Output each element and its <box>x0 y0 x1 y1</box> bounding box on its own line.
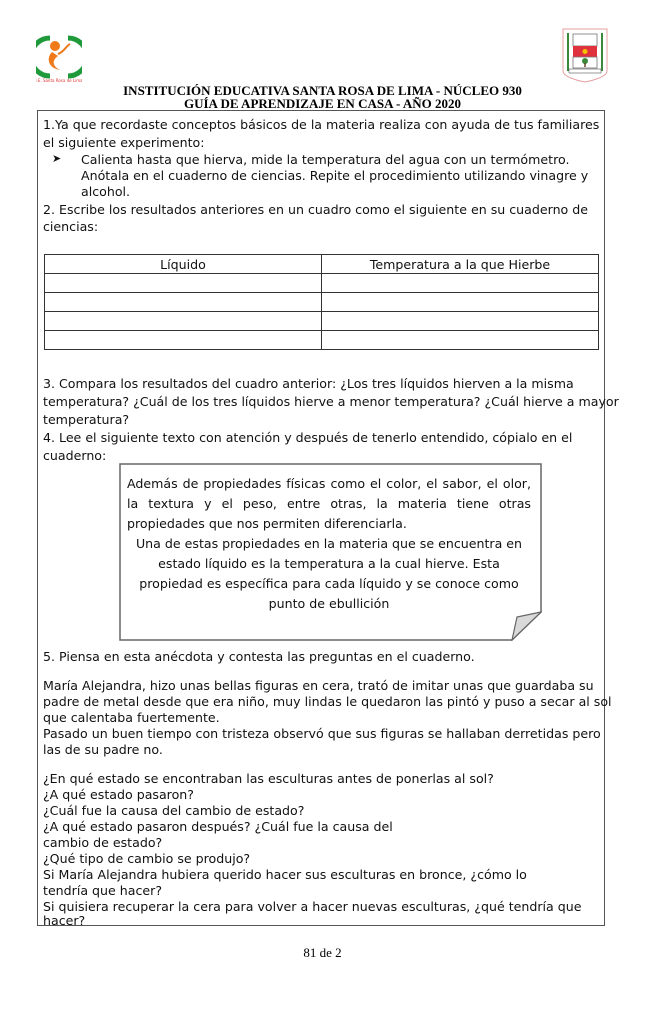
table-cell <box>322 293 599 312</box>
note-paragraph-2: Una de estas propiedades en la materia que se encuentra en estado líquido es la temperatura a la cual hierve. Esta propiedad es específica para cada líquido y se conoce como punto de ebullición <box>135 536 523 611</box>
question-item: ¿En qué estado se encontraban las esculturas antes de ponerlas al sol? <box>43 771 494 786</box>
question-4-line-2: cuaderno: <box>43 448 107 463</box>
bullet-line-3: alcohol. <box>81 184 131 199</box>
question-item: tendría que hacer? <box>43 883 163 898</box>
table-cell <box>45 312 322 331</box>
guide-title: GUÍA DE APRENDIZAJE EN CASA - AÑO 2020 <box>183 96 461 111</box>
question-2-line-1: 2. Escribe los resultados anteriores en un cuadro como el siguiente en su cuaderno de <box>43 202 589 217</box>
table-row <box>45 312 599 331</box>
table-cell <box>45 293 322 312</box>
question-item: ¿A qué estado pasaron? <box>43 787 194 802</box>
question-2-line-2: ciencias: <box>43 219 99 234</box>
question-3-line-1: 3. Compara los resultados del cuadro anterior: ¿Los tres líquidos hierven a la misma <box>43 376 574 391</box>
story-line-5: las de su padre no. <box>43 742 163 757</box>
question-item: ¿Qué tipo de cambio se produjo? <box>43 851 251 866</box>
school-logo-icon <box>36 32 82 84</box>
column-header-liquid: Líquido <box>45 255 322 274</box>
svg-text:I.E. Santa Rosa de Lima: I.E. Santa Rosa de Lima <box>36 78 82 83</box>
question-5: 5. Piensa en esta anécdota y contesta las preguntas en el cuaderno. <box>43 649 475 664</box>
note-paragraph-1: Además de propiedades físicas como el color, el sabor, el olor, la textura y el peso, entre otras, la materia tiene otras propiedades que nos permiten diferenciarla. <box>127 476 531 531</box>
question-1-line-1: 1.Ya que recordaste conceptos básicos de la materia realiza con ayuda de tus familiares <box>43 117 600 132</box>
arrow-bullet-icon: ➤ <box>52 152 62 165</box>
table-cell <box>322 274 599 293</box>
bullet-line-1: Calienta hasta que hierva, mide la temperatura del agua con un termómetro. <box>81 152 570 167</box>
table-header-row <box>45 255 599 274</box>
question-item: Si María Alejandra hubiera querido hacer sus esculturas en bronce, ¿cómo lo <box>43 867 527 882</box>
question-4-line-1: 4. Lee el siguiente texto con atención y después de tenerlo entendido, cópialo en el <box>43 430 573 445</box>
bullet-line-2: Anótala en el cuaderno de ciencias. Repite el procedimiento utilizando vinagre y <box>81 168 589 183</box>
institution-title: INSTITUCIÓN EDUCATIVA SANTA ROSA DE LIMA - NÚCLEO 930 <box>123 83 522 98</box>
table-cell <box>322 331 599 350</box>
question-item: Si quisiera recuperar la cera para volver a hacer nuevas esculturas, ¿qué tendría que <box>43 899 582 914</box>
question-3-line-3: temperatura? <box>43 412 130 427</box>
story-line-4: Pasado un buen tiempo con tristeza observó que sus figuras se hallaban derretidas pero <box>43 726 601 741</box>
question-item: ¿Cuál fue la causa del cambio de estado? <box>43 803 305 818</box>
question-1-line-2: el siguiente experimento: <box>43 135 205 150</box>
question-item: cambio de estado? <box>43 835 163 850</box>
table-cell <box>45 274 322 293</box>
story-line-1: María Alejandra, hizo unas bellas figuras en cera, trató de imitar unas que guardaba su <box>43 678 594 693</box>
question-3-line-2: temperatura? ¿Cuál de los tres líquidos hierve a menor temperatura? ¿Cuál hierve a mayor <box>43 394 619 409</box>
story-line-3: que calentaba fuertemente. <box>43 710 220 725</box>
question-item: ¿A qué estado pasaron después? ¿Cuál fue la causa del <box>43 819 393 834</box>
story-line-2: padre de metal desde que era niño, muy lindas le quedaron las pintó y puso a secar al sol <box>43 694 612 709</box>
boiling-point-table <box>44 254 599 350</box>
coat-of-arms-icon <box>561 27 609 83</box>
table-row <box>45 274 599 293</box>
table-cell <box>45 331 322 350</box>
folded-note-box <box>119 463 542 641</box>
page-number: 81 de 2 <box>303 945 342 960</box>
column-header-temperature: Temperatura a la que Hierbe <box>322 255 599 274</box>
table-row <box>45 331 599 350</box>
table-row <box>45 293 599 312</box>
table-cell <box>322 312 599 331</box>
question-item: hacer? <box>43 913 86 928</box>
